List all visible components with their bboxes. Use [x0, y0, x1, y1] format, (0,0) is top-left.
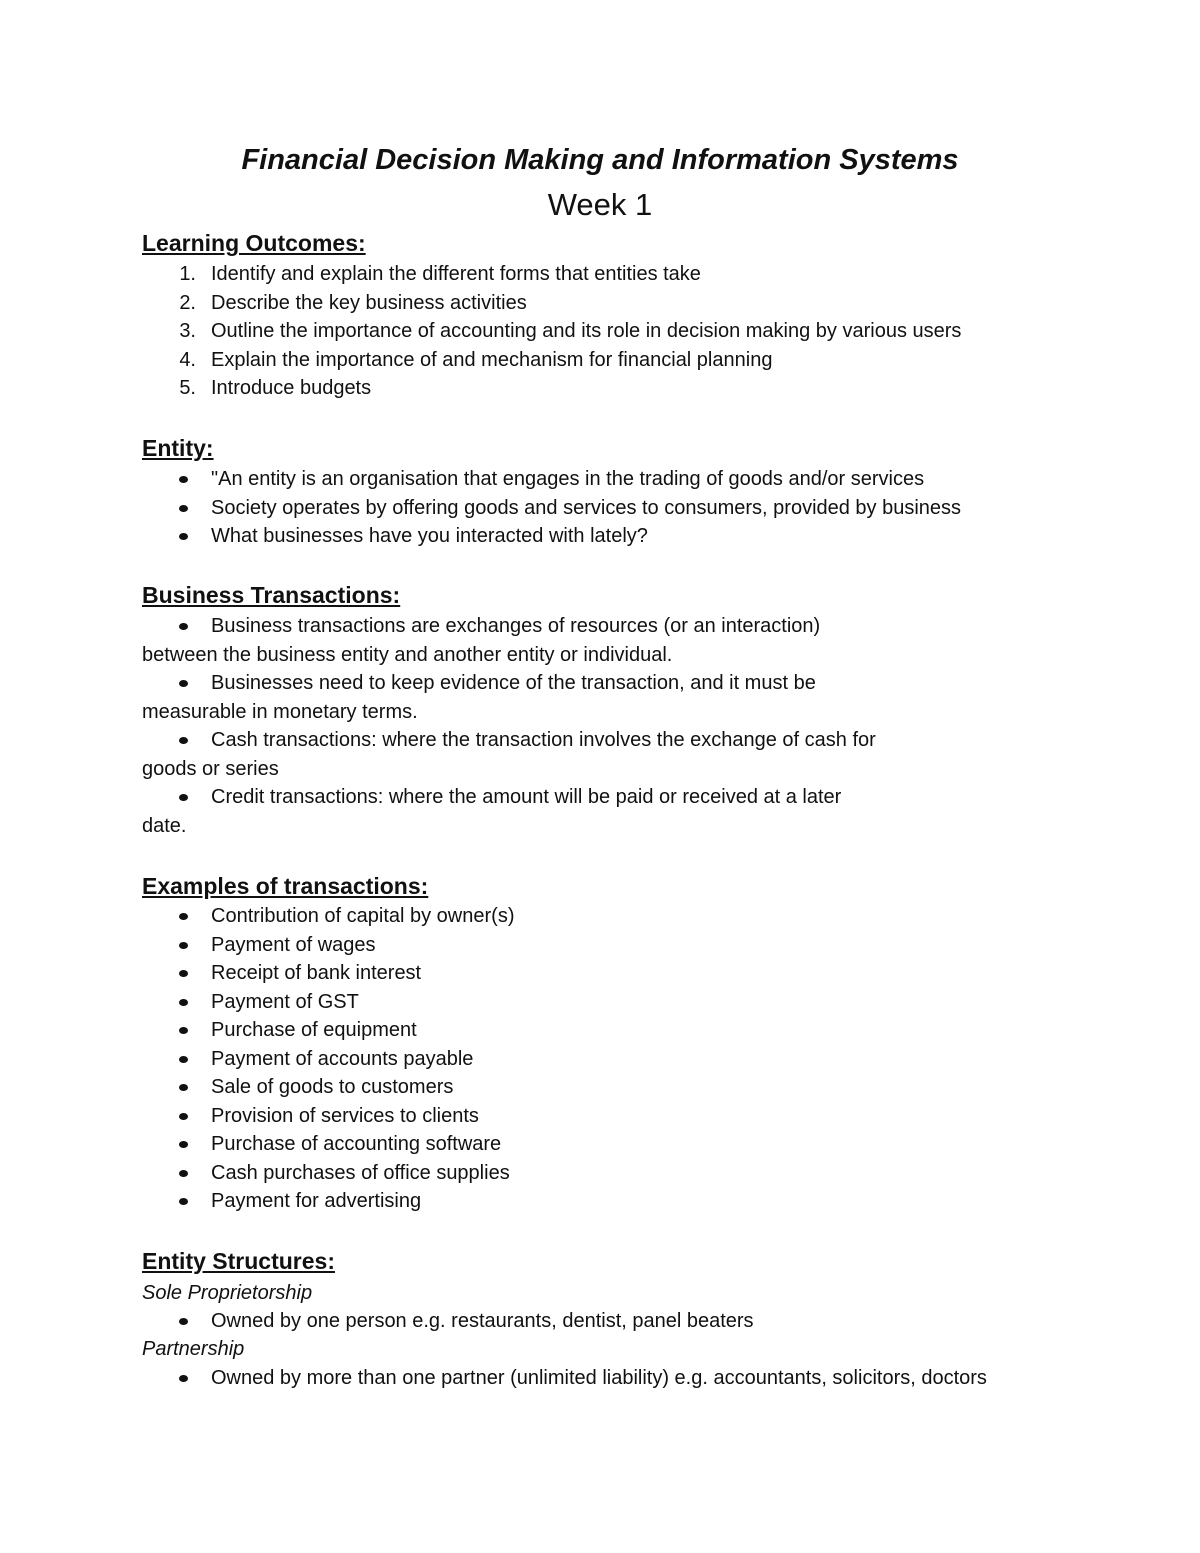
list-item-text: measurable in monetary terms. [142, 700, 418, 723]
list-item-text: date. [142, 814, 187, 837]
list-item-text: "An entity is an organisation that engages in the trading of goods and/or services [211, 468, 925, 490]
list-item-text: Businesses need to keep evidence of the transaction, and it must be [211, 672, 816, 695]
list-item-text: Owned by more than one partner (unlimited liability) e.g. accountants, solicitors, doctors [211, 1367, 987, 1389]
list-item-text: Society operates by offering goods and services to consumers, provided by business [211, 496, 962, 519]
bullet-icon [179, 623, 188, 630]
bullet-icon [179, 1375, 188, 1382]
list-item-text: Business transactions are exchanges of resources (or an interaction) [211, 615, 821, 637]
heading-examples-of-transactions: Examples of transactions: [142, 873, 429, 899]
bullet-icon [179, 1027, 188, 1034]
subheading-partnership: Partnership [142, 1338, 245, 1360]
list-item-text: Describe the key business activities [211, 291, 527, 314]
business-transactions-list [0, 612, 1200, 840]
list-number: 2. [179, 291, 196, 314]
bullet-icon [179, 737, 188, 744]
bullet-icon [179, 505, 188, 512]
subheading-sole-proprietorship: Sole Proprietorship [142, 1282, 313, 1304]
heading-learning-outcomes: Learning Outcomes: [142, 230, 366, 256]
list-item-text: Contribution of capital by owner(s) [211, 905, 515, 927]
document-title: Financial Decision Making and Information Systems [241, 144, 959, 176]
list-item-text: Payment of GST [211, 990, 359, 1013]
list-item-text: Payment for advertising [211, 1190, 422, 1213]
list-number: 5. [179, 377, 196, 400]
bullet-icon [179, 970, 188, 977]
list-item-text: Payment of wages [211, 933, 376, 956]
bullet-icon [179, 680, 188, 687]
list-item [0, 783, 1200, 812]
list-item-text: Payment of accounts payable [211, 1047, 474, 1070]
bullet-icon [179, 1198, 188, 1205]
list-item-text: goods or series [142, 757, 279, 780]
list-item-continuation [0, 812, 1200, 841]
bullet-icon [179, 1113, 188, 1120]
list-item [0, 726, 1200, 755]
list-item-text: Cash transactions: where the transaction involves the exchange of cash for [211, 729, 876, 752]
heading-entity-structures: Entity Structures: [142, 1248, 335, 1274]
list-item-text: Provision of services to clients [211, 1104, 479, 1127]
bullet-icon [179, 1318, 188, 1325]
bullet-icon [179, 1056, 188, 1063]
list-item-text: Outline the importance of accounting and its role in decision making by various users [211, 320, 962, 343]
bullet-icon [179, 1084, 188, 1091]
list-item-text: Identify and explain the different forms that entities take [211, 263, 701, 285]
list-item-continuation [0, 755, 1200, 784]
list-item-text: Credit transactions: where the amount will be paid or received at a later [211, 786, 842, 809]
list-item-text: What businesses have you interacted with lately? [211, 525, 648, 548]
heading-business-transactions: Business Transactions: [142, 582, 401, 608]
heading-entity: Entity: [142, 435, 214, 461]
list-item-text: Cash purchases of office supplies [211, 1161, 510, 1184]
list-item-text: between the business entity and another entity or individual. [142, 643, 673, 666]
list-item-text: Explain the importance of and mechanism for financial planning [211, 348, 773, 371]
list-item-text: Introduce budgets [211, 377, 372, 400]
list-item [0, 612, 1200, 641]
bullet-icon [179, 1170, 188, 1177]
bullet-icon [179, 533, 188, 540]
list-item-text: Purchase of equipment [211, 1019, 417, 1042]
list-number: 3. [179, 320, 196, 343]
list-item-text: Sale of goods to customers [211, 1076, 454, 1099]
list-item [0, 669, 1200, 698]
bullet-icon [179, 942, 188, 949]
list-item-continuation [0, 641, 1200, 670]
bullet-icon [179, 913, 188, 920]
document-subtitle: Week 1 [547, 187, 653, 222]
bullet-icon [179, 476, 188, 483]
list-item-text: Receipt of bank interest [211, 962, 422, 985]
list-number: 4. [179, 348, 196, 371]
bullet-icon [179, 1141, 188, 1148]
list-item-text: Purchase of accounting software [211, 1133, 502, 1156]
list-number: 1. [179, 263, 196, 285]
bullet-icon [179, 794, 188, 801]
list-item-continuation [0, 698, 1200, 727]
bullet-icon [179, 999, 188, 1006]
list-item-text: Owned by one person e.g. restaurants, dentist, panel beaters [211, 1310, 754, 1332]
